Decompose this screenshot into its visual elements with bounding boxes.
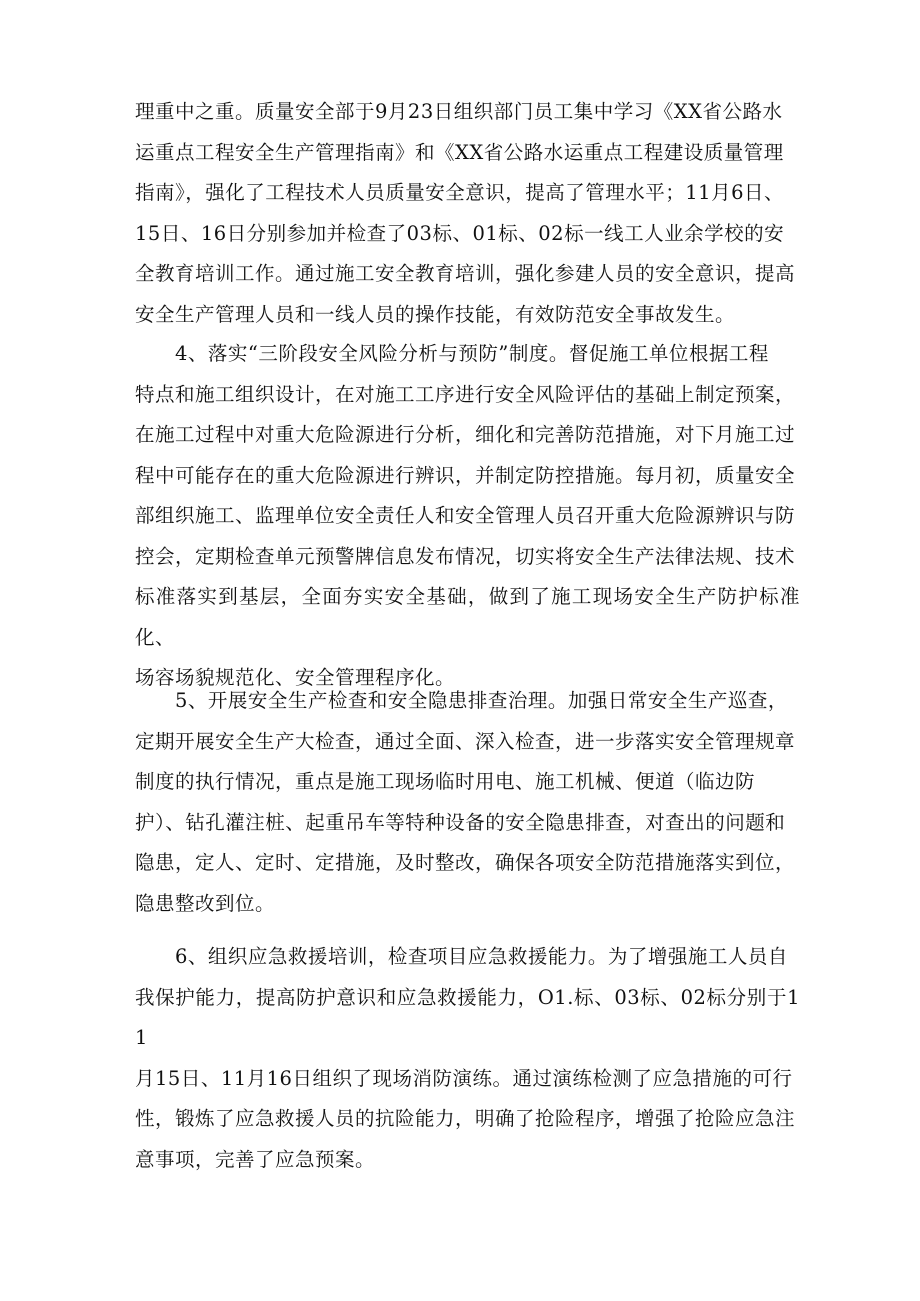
text-line: 控会，定期检查单元预警牌信息发布情况，切实将安全生产法律法规、技术 (135, 544, 796, 568)
text-line: 理重中之重。质量安全部于9月23日组织部门员工集中学习《XX省公路水 (135, 100, 783, 123)
text-line: 15日、16日分别参加并检查了03标、01标、02标一线工人业余学校的安 (135, 221, 785, 245)
text-line: 安全生产管理人员和一线人员的操作技能，有效防范安全事故发生。 (135, 302, 736, 326)
text-line: 特点和施工组织设计，在对施工工序进行安全风险评估的基础上制定预案， (135, 382, 796, 406)
text-line: 隐患，定人、定时、定措施，及时整改，确保各项安全防范措施落实到位， (135, 851, 796, 874)
paragraph-item-6 (135, 937, 800, 1180)
text-line: 意事项，完善了应急预案。 (135, 1147, 376, 1171)
text-line: 全教育培训工作。通过施工安全教育培训，强化参建人员的安全意识，提高 (135, 262, 796, 285)
text-line: 指南》，强化了工程技术人员质量安全意识，提高了管理水平；11月6日、 (135, 181, 784, 204)
text-line: 定期开展安全生产大检查，通过全面、深入检查，进一步落实安全管理规章 (135, 729, 796, 753)
text-line: 标准落实到基层，全面夯实安全基础，做到了施工现场安全生产防护标准化、 (135, 585, 800, 649)
text-line: 场容场貌规范化、安全管理程序化。 (135, 666, 456, 689)
text-line: 部组织施工、监理单位安全责任人和安全管理人员召开重大危险源辨识与防 (135, 504, 796, 527)
text-line: 我保护能力，提高防护意识和应急救援能力，O1.标、03标、02标分别于11 (135, 985, 800, 1049)
text-line: 性，锻炼了应急救援人员的抗险能力，明确了抢险程序，增强了抢险应急注 (135, 1107, 796, 1130)
text-line: 护）、钻孔灌注桩、起重吊车等特种设备的安全隐患排查，对查出的问题和 (135, 810, 786, 834)
text-line: 6、组织应急救援培训，检查项目应急救援能力。为了增强施工人员自 (175, 945, 788, 968)
paragraph-continuation (135, 92, 800, 335)
paragraph-item-4 (135, 334, 800, 699)
text-line: 在施工过程中对重大危险源进行分析，细化和完善防范措施，对下月施工过 (135, 423, 796, 446)
text-line: 隐患整改到位。 (135, 891, 276, 915)
text-line: 4、落实“三阶段安全风险分析与预防”制度。督促施工单位根据工程 (175, 342, 769, 365)
text-line: 制度的执行情况，重点是施工现场临时用电、施工机械、便道（临边防 (135, 770, 756, 793)
text-line: 运重点工程安全生产管理指南》和《XX省公路水运重点工程建设质量管理 (135, 140, 784, 164)
paragraph-item-5 (135, 681, 800, 924)
text-line: 程中可能存在的重大危险源进行辨识，并制定防控措施。每月初，质量安全 (135, 463, 796, 487)
text-line: 月15日、11月16日组织了现场消防演练。通过演练检测了应急措施的可行 (135, 1066, 793, 1090)
text-line: 5、开展安全生产检查和安全隐患排查治理。加强日常安全生产巡查， (175, 689, 788, 712)
